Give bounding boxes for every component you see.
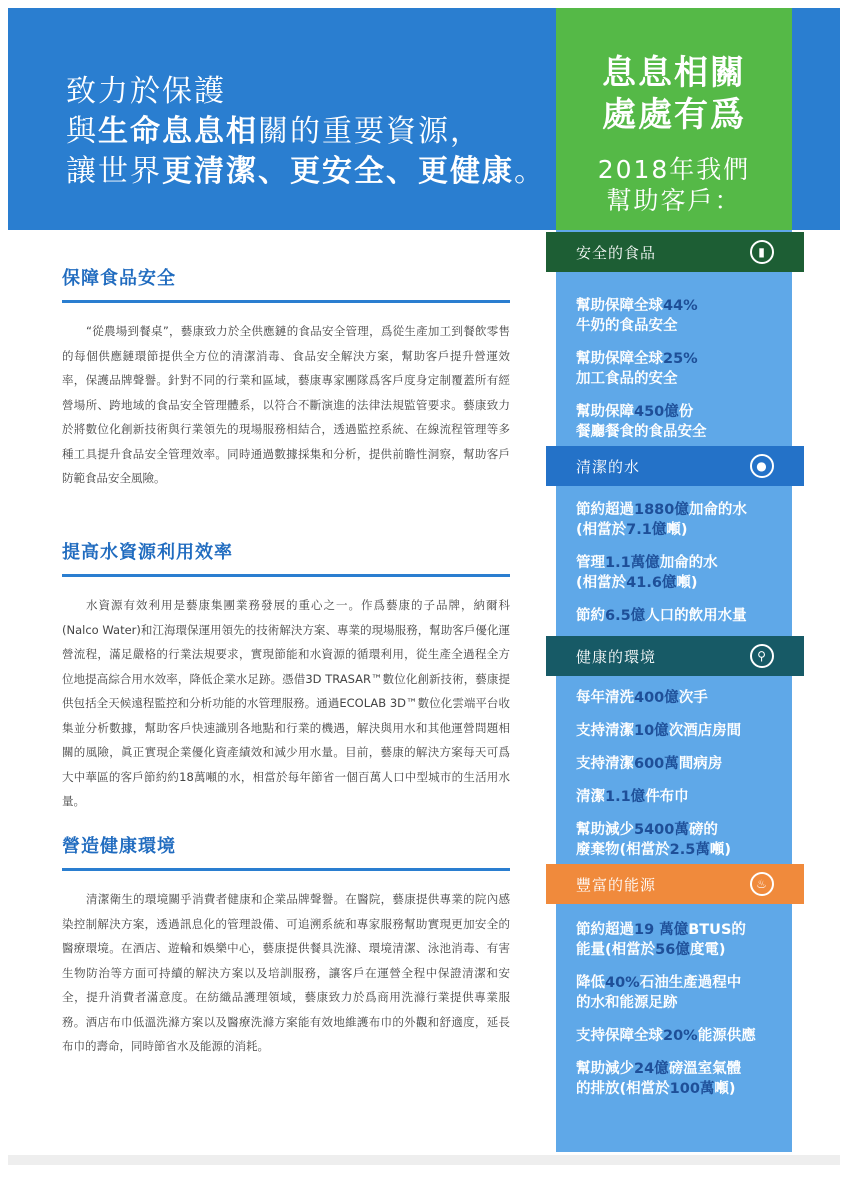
category-food: [546, 232, 804, 272]
fact-text: 件布巾: [645, 789, 689, 805]
fact-line: [576, 422, 786, 442]
fact-text: 加侖的水: [688, 502, 747, 518]
section-body: 清潔衛生的環境關乎消費者健康和企業品牌聲譽。在醫院，藝康提供專業的院內感染控制解決方案，透過訊息化的管理設備、可追溯系統和專家服務幫助實現更加安全的醫療環境。在酒店、遊輪和娛樂中心，藝康提供餐具洗滌、環境清潔、泳池消毒、有害生物防治等方面可持續的解決方案以及培訓服務，讓客戶在運營全程中保證清潔和安全，提升消費者滿意度。在紡織品護理領域，藝康致力於爲商用洗滌行業提供專業服務。酒店布巾低溫洗滌方案以及醫療洗滌方案能有效地維護布巾的外觀和舒適度，延長布巾的壽命，同時節省水及能源的消耗。: [62, 892, 510, 1053]
green-subtitle: 2018年我們 幫助客戶：: [597, 155, 751, 215]
fact-item: [576, 787, 786, 807]
category-label: 清潔的水: [576, 457, 641, 476]
fact-line: [576, 993, 786, 1013]
fact-highlight: 19 萬億: [634, 922, 689, 938]
fact-line: [576, 500, 786, 520]
spray-bottle-icon: ⚲: [750, 644, 774, 668]
fact-text: 幫助保障全球: [576, 351, 663, 367]
fact-text: 節約超過: [576, 922, 634, 938]
fact-item: [576, 721, 786, 741]
fact-text: 廢棄物(相當於: [576, 842, 670, 858]
fact-item: [576, 688, 786, 708]
fact-item: [576, 553, 786, 593]
fact-text: 牛奶的食品安全: [576, 318, 678, 334]
fact-text: 的水和能源足跡: [576, 995, 678, 1011]
fact-line: [576, 840, 786, 860]
fact-highlight: 2.5萬: [669, 842, 710, 858]
section-water-efficiency: [62, 538, 510, 814]
fact-item: [576, 973, 786, 1013]
fact-highlight: 7.1億: [626, 522, 667, 538]
fact-text: 每年清洗: [576, 690, 634, 706]
fact-line: [576, 316, 786, 336]
category-label: 健康的環境: [576, 647, 657, 666]
fact-line: [576, 369, 786, 389]
fact-item: [576, 754, 786, 774]
fact-highlight: 20%: [663, 1028, 698, 1044]
fact-text: 節約: [576, 608, 605, 624]
fact-text: 幫助保障全球: [576, 298, 663, 314]
fact-text: 噸): [714, 1081, 736, 1097]
fact-text: 份: [678, 404, 694, 420]
page-bottom-strip: [8, 1155, 840, 1165]
fact-highlight: 56億: [655, 942, 690, 958]
fact-line: [576, 973, 786, 993]
fact-line: [576, 606, 786, 626]
fact-item: [576, 402, 786, 442]
fact-text: (相當於: [576, 575, 627, 591]
headline-line-3: 讓世界更清潔、更安全、更健康。: [66, 154, 546, 189]
fact-text: 降低: [576, 975, 605, 991]
bottle-icon: ▮: [750, 240, 774, 264]
fact-line: [576, 1059, 786, 1079]
fact-text: 能源供應: [697, 1028, 756, 1044]
fact-line: [576, 754, 786, 774]
fact-item: [576, 920, 786, 960]
fact-text: 支持清潔: [576, 756, 634, 772]
facts-food: [576, 296, 786, 455]
fact-text: 次酒店房間: [668, 723, 742, 739]
fact-highlight: 40%: [605, 975, 640, 991]
fact-highlight: 450億: [634, 404, 679, 420]
fact-highlight: 24億: [634, 1061, 669, 1077]
section-title: 提高水資源利用效率: [62, 538, 510, 577]
fact-text: BTUS的: [688, 922, 746, 938]
fact-line: [576, 787, 786, 807]
fact-text: 幫助減少: [576, 822, 634, 838]
fact-highlight: 44%: [663, 298, 698, 314]
category-label: 豐富的能源: [576, 875, 657, 894]
header-headline: [66, 72, 586, 192]
fact-line: [576, 721, 786, 741]
water-drop-icon: ●: [750, 454, 774, 478]
fact-text: 能量(相當於: [576, 942, 656, 958]
facts-energy: [576, 920, 786, 1112]
fact-highlight: 25%: [663, 351, 698, 367]
fact-line: [576, 1079, 786, 1099]
fact-text: 幫助減少: [576, 1061, 634, 1077]
fact-highlight: 1.1萬億: [605, 555, 660, 571]
fact-text: 度電): [689, 942, 726, 958]
fact-line: [576, 940, 786, 960]
fact-item: [576, 500, 786, 540]
fact-text: 管理: [576, 555, 605, 571]
section-body: “從農場到餐桌”，藝康致力於全供應鏈的食品安全管理，爲從生產加工到餐飲零售的每個供應鏈環節提供全方位的清潔消毒、食品安全解決方案，幫助客戶提升營運效率，保護品牌聲譽。針對不同的行業和區域，藝康專家團隊爲客戶度身定制覆蓋所有經營場所、跨地域的食品安全管理體系，以符合不斷演進的法律法規監管要求。藝康致力於將數位化創新技術與行業領先的現場服務相結合，透過監控系統、在線流程管理等多種工具提升食品安全管理效率。同時通過數據採集和分析，提供前瞻性洞察，幫助客戶防範食品安全風險。: [62, 324, 510, 485]
fact-line: [576, 553, 786, 573]
green-title-box: [556, 8, 792, 230]
fact-highlight: 10億: [634, 723, 669, 739]
fact-highlight: 100萬: [669, 1081, 715, 1097]
headline-line-2: 與生命息息相關的重要資源，: [66, 114, 482, 149]
fact-text: 次手: [678, 690, 708, 706]
fact-line: [576, 402, 786, 422]
fact-text: 噸): [676, 575, 698, 591]
fact-text: (相當於: [576, 522, 627, 538]
section-title: 保障食品安全: [62, 264, 510, 303]
category-energy: [546, 864, 804, 904]
section-healthy-environment: [62, 832, 510, 1059]
fact-text: 噸): [666, 522, 688, 538]
headline-line-1: 致力於保護: [66, 74, 226, 109]
fact-highlight: 400億: [634, 690, 679, 706]
green-title: 息息相關 處處有爲: [602, 53, 746, 135]
fact-text: 幫助保障: [576, 404, 634, 420]
facts-environment: [576, 688, 786, 873]
fact-highlight: 6.5億: [605, 608, 646, 624]
fact-text: 石油生產過程中: [639, 975, 742, 991]
fact-text: 人口的飲用水量: [645, 608, 747, 624]
fact-text: 磅的: [688, 822, 718, 838]
fact-text: 噸): [709, 842, 731, 858]
fact-text: 清潔: [576, 789, 605, 805]
section-title: 營造健康環境: [62, 832, 510, 871]
facts-water: [576, 500, 786, 639]
flame-icon: ♨: [750, 872, 774, 896]
fact-item: [576, 1026, 786, 1046]
fact-highlight: 5400萬: [634, 822, 689, 838]
fact-highlight: 41.6億: [626, 575, 677, 591]
category-label: 安全的食品: [576, 243, 657, 262]
fact-item: [576, 820, 786, 860]
fact-text: 支持清潔: [576, 723, 634, 739]
fact-text: 節約超過: [576, 502, 634, 518]
fact-line: [576, 573, 786, 593]
fact-item: [576, 606, 786, 626]
fact-line: [576, 520, 786, 540]
category-environment: [546, 636, 804, 676]
fact-item: [576, 349, 786, 389]
section-body: 水資源有效利用是藝康集團業務發展的重心之一。作爲藝康的子品牌，納爾科(Nalco Water)和江海環保運用領先的技術解決方案、專業的現場服務，幫助客戶優化運營流程，滿足嚴格的行業法規要求，實現節能和水資源的循環利用，從生產全過程全方位地提高綜合用水效率，降低企業水足跡。憑借3D TRASAR™數位化創新技術，藝康提供包括全天候遠程監控和分析功能的水管理服務。通過ECOLAB 3D™數位化雲端平台收集並分析數據，幫助客戶快速識別各地點和行業的機遇，解決與用水和其他運營問題相關的風險，眞正實現企業優化資產績效和減少用水量。目前，藝康的解決方案每天可爲大中華區的客戶節約約18萬噸的水，相當於每年節省一個百萬人口中型城市的生活用水量。: [62, 598, 510, 808]
fact-text: 的排放(相當於: [576, 1081, 670, 1097]
fact-text: 餐廳餐食的食品安全: [576, 424, 707, 440]
fact-item: [576, 296, 786, 336]
fact-highlight: 1880億: [634, 502, 689, 518]
fact-item: [576, 1059, 786, 1099]
fact-line: [576, 1026, 786, 1046]
fact-text: 支持保障全球: [576, 1028, 663, 1044]
fact-text: 間病房: [678, 756, 723, 772]
category-water: [546, 446, 804, 486]
fact-line: [576, 820, 786, 840]
fact-text: 加侖的水: [659, 555, 718, 571]
fact-text: 加工食品的安全: [576, 371, 678, 387]
fact-text: 磅溫室氣體: [668, 1061, 742, 1077]
fact-line: [576, 920, 786, 940]
fact-highlight: 600萬: [634, 756, 679, 772]
fact-line: [576, 296, 786, 316]
fact-line: [576, 349, 786, 369]
fact-highlight: 1.1億: [605, 789, 646, 805]
fact-line: [576, 688, 786, 708]
section-food-safety: [62, 264, 510, 491]
